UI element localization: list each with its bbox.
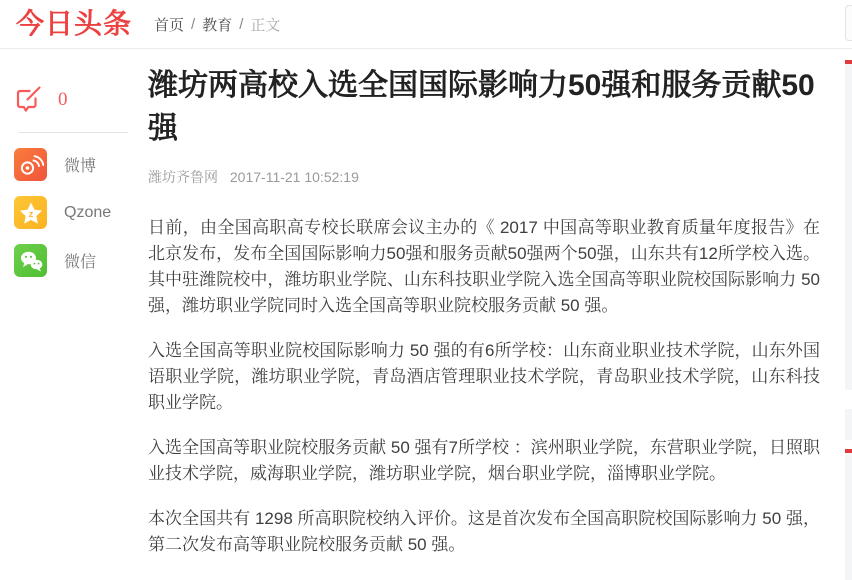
article-paragraph: 本次全国共有 1298 所高职院校纳入评价。这是首次发布全国高职院校国际影响力 50 强，第二次发布高等职业院校服务贡献 50 强。 xyxy=(148,509,820,554)
search-box-fragment[interactable] xyxy=(845,5,852,41)
site-header xyxy=(0,0,852,49)
article-title: 潍坊两高校入选全国国际影响力50强和服务贡献50强 xyxy=(148,69,815,145)
comment-button[interactable] xyxy=(14,84,132,116)
toutiao-logo[interactable]: 今日头条 xyxy=(16,8,133,39)
article-main xyxy=(148,48,820,577)
breadcrumb-separator: / xyxy=(239,15,244,33)
article-body xyxy=(148,215,820,558)
breadcrumb-education[interactable]: 教育 xyxy=(202,16,233,34)
qzone-icon xyxy=(14,196,47,229)
share-wechat-button[interactable] xyxy=(14,244,132,277)
svg-text:z: z xyxy=(28,208,33,219)
right-rail-fragment xyxy=(845,409,852,440)
share-wechat-label: 微信 xyxy=(64,254,97,271)
share-weibo-label: 微博 xyxy=(64,158,97,175)
share-sidebar xyxy=(14,84,132,277)
breadcrumb xyxy=(154,14,280,35)
article-paragraph: 入选全国高等职业院校国际影响力 50 强的有6所学校：山东商业职业技术学院，山东外国语职业学院，潍坊职业学院，青岛酒店管理职业技术学院，青岛职业技术学院，山东科技职业学院。 xyxy=(148,341,820,412)
weibo-icon xyxy=(14,148,47,181)
right-rail-fragment xyxy=(845,60,852,390)
write-comment-icon xyxy=(14,85,44,115)
share-divider xyxy=(18,132,128,133)
article-source: 潍坊齐鲁网 xyxy=(148,169,218,185)
article-paragraph: 日前，由全国高职高专校长联席会议主办的《 2017 中国高等职业教育质量年度报告》在北京发布，发布全国国际影响力50强和服务贡献50强两个50强，山东共有12所学校入选。其中驻潍院校中，潍坊职业学院、山东科技职业学院入选全国高等职业院校国际影响力 50 强，潍坊职业学院同时入选全国高等职业院校服务贡献 50 强。 xyxy=(148,218,820,315)
breadcrumb-separator: / xyxy=(191,15,196,33)
article-timestamp: 2017-11-21 10:52:19 xyxy=(229,169,359,185)
share-qzone-label: Qzone xyxy=(64,203,112,221)
wechat-icon xyxy=(14,244,47,277)
breadcrumb-current: 正文 xyxy=(250,16,281,34)
comment-count: 0 xyxy=(58,89,68,110)
breadcrumb-home[interactable]: 首页 xyxy=(154,16,185,34)
article-byline xyxy=(148,167,820,187)
share-weibo-button[interactable] xyxy=(14,148,132,181)
right-rail-fragment xyxy=(845,449,852,580)
share-qzone-button[interactable] xyxy=(14,196,132,229)
article-paragraph: 入选全国高等职业院校服务贡献 50 强有7所学校 ：滨州职业学院，东营职业学院，日照职业技术学院，威海职业学院，潍坊职业学院，烟台职业学院，淄博职业学院。 xyxy=(148,438,820,483)
